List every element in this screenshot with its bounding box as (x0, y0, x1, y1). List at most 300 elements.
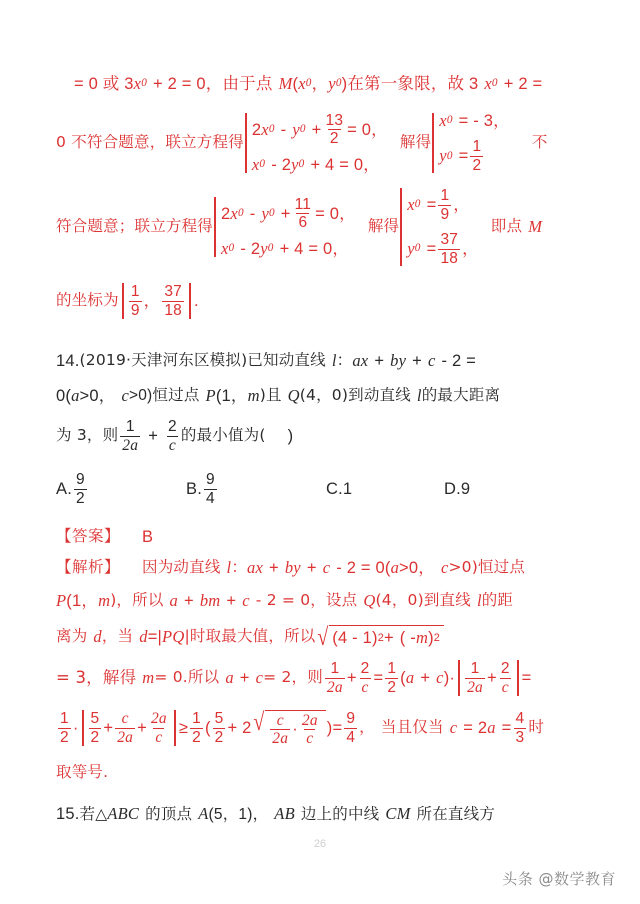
an-l4-a: a (225, 667, 234, 687)
an-l5-group (79, 710, 179, 746)
q15-AB: AB (274, 804, 295, 824)
an-l5-r2d: c (306, 730, 314, 748)
watermark: 头条 @数学教育 (502, 870, 616, 888)
an-l2-c: c (242, 590, 250, 610)
sol2-frac (470, 139, 483, 173)
an-l5-f3n: c (121, 710, 129, 728)
an-l5-f1d: 2 (60, 728, 69, 746)
sys2-r1-y: y (261, 203, 269, 223)
sys1-r1-end: = 0， (347, 120, 388, 139)
an-l2-end: 的距 (481, 591, 514, 610)
option-b-label: B. (186, 479, 202, 498)
an-l3-r2b: ) (428, 629, 434, 648)
solution-line-2 (56, 104, 610, 182)
an-l3-lead: 离为 (56, 627, 88, 646)
q14-l2-agt: >0， (79, 386, 116, 405)
an-l5-f2n: 5 (90, 710, 100, 728)
an-l5-a: a (487, 717, 496, 737)
question-14-line-3 (56, 414, 610, 458)
option-d[interactable] (444, 481, 470, 498)
s13-l2-tail: 不 (531, 133, 548, 152)
q15-CM: CM (385, 804, 411, 824)
an-l4-open: ( (400, 668, 406, 687)
q14-f2-num: 2 (168, 418, 177, 436)
coord-comma: ， (143, 291, 161, 310)
sys1-r2-ysub: 0 (298, 158, 305, 171)
coord-frac-x (129, 284, 142, 318)
an-l4-p3: + (487, 668, 497, 687)
sys2-r1-den: 6 (298, 214, 308, 232)
s13-l1-x2: x (298, 73, 306, 93)
q14-P-close: )且 (259, 386, 282, 405)
sol3-x: x (407, 194, 415, 214)
an-l1-colon: ： (231, 558, 248, 577)
an-l5-frac8 (514, 711, 527, 745)
an-l4-m0: = 0.所以 (154, 668, 220, 687)
sys1-r1-ysub: 0 (299, 123, 306, 136)
option-a-label: A. (56, 479, 72, 498)
s13-l1-sub03: 0 (335, 77, 342, 90)
sys1-row2 (251, 154, 388, 174)
an-l2-p2: + (226, 591, 237, 610)
an-l2-m: m (98, 590, 111, 610)
an-l4-frac2 (359, 661, 372, 695)
q14-l3-tail: 的最小值为( (180, 426, 266, 445)
an-l4-f1n: 1 (330, 660, 340, 678)
an-l5-ge: ≥ (178, 718, 189, 737)
system-brace-icon (245, 113, 247, 174)
sys2-r1-plus: + (280, 204, 291, 223)
coordinate-pair (119, 283, 194, 319)
s13-l1-c: 在第一象限，故 3 (347, 74, 479, 93)
sys2-r2-x: x (221, 238, 229, 258)
an-l5-r1n: c (276, 711, 284, 729)
question-14-options (56, 472, 610, 506)
paren-left-icon (122, 283, 124, 319)
an-l5-close: ) (326, 718, 333, 737)
an-l4-f2d: c (361, 678, 369, 696)
q14-l2-zero: 0( (56, 386, 72, 405)
an-l5-tail: 当且仅当 (380, 718, 444, 737)
sys1-r1-xsub: 0 (268, 123, 275, 136)
s13-l1-sub02: 0 (305, 77, 312, 90)
q14-l3-lead: 为 3，则 (56, 426, 119, 445)
s13-l1-pc: ) (341, 74, 348, 93)
an-l5-frac1 (58, 711, 71, 745)
an-l5-f7n: 9 (346, 710, 356, 728)
q14-point-P: P (205, 385, 216, 405)
an-l5-rdot: · (292, 720, 298, 739)
option-a-den: 2 (76, 489, 85, 507)
sys2-r1-pre: 2 (221, 204, 231, 223)
q14-source: (2019·天津河东区模拟) (79, 351, 248, 370)
s13-l3-tail: 即点 (490, 217, 523, 236)
solution-pair-2 (399, 188, 479, 266)
sys1-row1 (252, 113, 388, 147)
q14-point-Q: Q (287, 385, 300, 405)
sys2-r1-frac (293, 197, 314, 231)
an-l4-eq3: = 3，解得 (56, 667, 137, 687)
q14-P-m: m (247, 385, 260, 405)
sys1-r1-plus: + (311, 120, 322, 139)
sys2-r1-minus: - (249, 204, 256, 223)
answer-value: B (142, 527, 154, 546)
option-a-fraction (74, 472, 87, 506)
sys2-r2-xsub: 0 (228, 242, 235, 255)
s13-l1-a: = 0 或 3 (74, 74, 134, 93)
q14-f1-num: 1 (125, 418, 135, 436)
an-l4-m: m (142, 667, 155, 687)
sol3-comma: ， (453, 195, 470, 214)
s13-l1-M: M (278, 73, 293, 93)
an-l3-comma: ，当 (101, 627, 134, 646)
q14-eq-ax: ax (352, 350, 369, 370)
an-l3-eq: =| (147, 627, 163, 646)
sol4-comma: ， (462, 239, 479, 258)
sys2-r2-y: y (260, 238, 268, 258)
an-l5-f3d: 2a (117, 728, 134, 746)
option-b[interactable] (186, 472, 326, 506)
sol1-row2 (439, 139, 510, 173)
q14-P-open: (1， (215, 386, 248, 405)
coord-y-num: 37 (164, 283, 182, 301)
an-l2-close: )，所以 (110, 591, 164, 610)
an-l5-frac5 (190, 711, 203, 745)
option-b-fraction (204, 472, 217, 506)
coord-x-den: 9 (130, 301, 140, 319)
an-l3-sup2: 2 (433, 632, 441, 645)
solution-pair-1 (431, 110, 510, 174)
sol3-den: 9 (440, 205, 450, 223)
s13-l2-lead: 0 不符合题意，联立方程得 (56, 133, 244, 152)
an-l4-f5d: c (501, 678, 509, 696)
an-l3-bar: |时取最大值，所以 (184, 627, 316, 646)
an-l5-p3: + 2 (227, 718, 252, 737)
sys2-r2-end: + 4 = 0， (279, 239, 350, 258)
s13-l3-solve-label: 解得 (367, 217, 400, 236)
an-l4-f1d: 2a (326, 678, 343, 696)
an-l5-shi: 时 (528, 718, 545, 737)
system-brace-icon (214, 197, 216, 258)
answer-tag: 【答案】 (56, 527, 121, 546)
an-l5-c: c (449, 717, 458, 737)
s13-l1-b: + 2 = 0，由于点 (153, 74, 273, 93)
sol2-ysub: 0 (446, 149, 453, 162)
sol4-y: y (407, 238, 415, 258)
sqrt-expression-1 (316, 625, 444, 650)
an-l2-args: (1， (66, 591, 99, 610)
q15-number: 15. (56, 805, 80, 824)
an-l5-eq: = (332, 718, 343, 737)
s13-l1-x3: x (484, 73, 492, 93)
q15-A: A (198, 804, 209, 824)
an-l1-a: 因为动直线 (142, 558, 221, 577)
an-l2-Qargs: (4，0)到直线 (375, 591, 471, 610)
sys1-r2-xsub: 0 (259, 158, 266, 171)
s13-l2-solve-label: 解得 (399, 133, 432, 152)
option-d-label: D. (444, 479, 461, 498)
an-l5-f5d: 2 (192, 728, 201, 746)
option-a-num: 9 (76, 471, 85, 489)
an-l2-P: P (56, 590, 67, 610)
analysis-line-3 (56, 618, 610, 656)
paren-left-icon (458, 660, 460, 696)
an-l1-a2: a (390, 557, 400, 577)
q14-eq-tail: - 2 = (441, 351, 477, 370)
solution-line-4 (56, 270, 610, 332)
an-l4-f4n: 1 (470, 660, 480, 678)
q15-tail: 所在直线方 (416, 804, 496, 823)
sys1-r1-y: y (292, 119, 300, 139)
sys1-r1-num: 13 (325, 111, 344, 129)
an-l2-l: l (476, 590, 482, 610)
an-l5-frac6 (213, 711, 226, 745)
q14-colon: ： (336, 351, 353, 370)
q14-stem-a: 已知动直线 (247, 351, 326, 370)
q14-l2-cgt: >0)恒过点 (128, 387, 200, 405)
analysis-line-1 (56, 552, 610, 584)
sys1-r1-den: 2 (329, 130, 339, 148)
an-l2-p1: + (184, 591, 194, 610)
sol1-xsub: 0 (446, 114, 453, 127)
an-l4-f4d: 2a (467, 678, 483, 696)
an-l3-r1: (4 - 1) (332, 629, 378, 648)
answer-14 (56, 522, 610, 552)
coord-frac-y (162, 284, 184, 318)
an-l4-eqend: = (521, 668, 532, 687)
sys1-r1-minus: - (280, 120, 287, 139)
sol1-val: = - 3， (458, 111, 510, 130)
page-content (56, 64, 610, 823)
sys1-r2-minus: - 2 (271, 155, 292, 174)
s13-l1-po: ( (292, 74, 299, 93)
an-l5-p2: + (137, 718, 147, 737)
an-l4-f3n: 1 (387, 660, 397, 678)
s13-l3-lead: 符合题意；联立方程得 (56, 217, 214, 236)
an-l4-frac3 (385, 661, 398, 695)
option-c-label: C. (326, 479, 343, 498)
an-l6: 取等号. (56, 763, 109, 782)
s13-l1-x: x (133, 73, 142, 93)
sys2-r1-ysub: 0 (268, 207, 275, 220)
an-l4-p: + (346, 668, 357, 687)
sys1-r1-x: x (261, 119, 269, 139)
an-l5-eq2: = 2 (463, 718, 488, 737)
an-l5-dot: · (72, 718, 79, 737)
sol1-row1 (439, 110, 510, 130)
question-14-line-2 (56, 378, 610, 414)
paren-right-icon (189, 283, 191, 319)
an-l1-c2: c (440, 557, 449, 577)
an-l4-a2: a (405, 667, 415, 687)
solution-brace-icon (400, 188, 402, 266)
sys2-r1-end: = 0， (315, 204, 356, 223)
q14-Q-args: (4，0)到动直线 (299, 386, 411, 405)
an-l4-c2: c (436, 667, 444, 687)
sol3-xsub: 0 (414, 198, 421, 211)
q14-frac-2 (166, 419, 179, 453)
sol4-ysub: 0 (414, 242, 421, 255)
paren-right-icon (517, 660, 519, 696)
sys1-r2-x: x (251, 154, 260, 174)
paren-right-icon (174, 710, 176, 746)
an-l5-r2n: 2a (301, 711, 318, 729)
sol3-row2 (407, 232, 479, 266)
s13-l1-sub04: 0 (491, 77, 498, 90)
an-l4-group (455, 660, 522, 696)
solution-line-3 (56, 188, 610, 266)
coord-y-den: 18 (164, 301, 182, 319)
q14-l2-line: l (416, 385, 422, 405)
sys1-r1-frac (324, 113, 346, 147)
sol3-row1 (407, 188, 479, 222)
an-l3-sup1: 2 (377, 632, 384, 645)
an-l1-c: c (322, 557, 331, 577)
sys2-r1-xsub: 0 (237, 207, 244, 220)
an-l5-f7d: 4 (346, 728, 356, 746)
s13-l1-y: y (328, 73, 336, 93)
an-l2-bm: bm (199, 590, 221, 610)
analysis-line-6 (56, 756, 610, 790)
q14-f2-den: c (168, 436, 176, 454)
an-l1-tail: - 2 = 0( (336, 558, 391, 577)
an-l2-a: a (169, 590, 178, 610)
sol2-den: 2 (472, 156, 482, 174)
s13-l4-period: . (194, 291, 199, 310)
paren-left-icon (82, 710, 84, 746)
an-l3-m: m (415, 628, 429, 648)
analysis-tag: 【解析】 (56, 558, 121, 577)
an-l3-plus: + (383, 629, 394, 648)
radical-icon: √ (317, 623, 329, 651)
sol2-eq: = (458, 147, 469, 165)
q14-plus2: + (412, 351, 422, 370)
an-l1-l: l (226, 557, 232, 577)
an-l5-comma: ， (359, 718, 375, 737)
an-l4-c: c (255, 667, 264, 687)
sys2-r1-num: 11 (294, 195, 312, 213)
sol4-den: 18 (440, 249, 459, 267)
sol3-num: 1 (440, 187, 450, 204)
an-l1-agt: >0， (399, 558, 435, 577)
q14-f1-den: 2a (122, 436, 139, 454)
an-l5-f5n: 1 (192, 710, 201, 728)
an-l3-PQ: PQ (162, 626, 185, 646)
an-l5-open: ( (204, 718, 211, 737)
q15-ABC: ABC (107, 804, 140, 824)
sys1-r2-y: y (291, 154, 299, 174)
q15-mid2: 边上的中线 (300, 804, 380, 823)
s13-l1-comma: ， (311, 74, 329, 93)
q14-line-l: l (331, 350, 337, 370)
an-l2-Q: Q (363, 590, 376, 610)
sol2-num: 1 (472, 138, 482, 156)
sys1-r1-pre: 2 (251, 120, 262, 139)
an-l5-frac2 (89, 711, 102, 745)
q15-A-args: (5，1)， (208, 805, 269, 823)
an-l4-p2: + (420, 668, 431, 687)
an-l4-plus: + (239, 668, 250, 687)
sol3-eq: = (426, 195, 437, 214)
q14-plus1: + (374, 351, 385, 370)
q14-plus: + (148, 426, 159, 445)
option-c[interactable] (326, 481, 444, 498)
q14-eq-c: c (428, 350, 436, 370)
an-l5-f2d: 2 (90, 728, 100, 746)
an-l4-frac4 (465, 661, 485, 695)
coord-x-num: 1 (130, 283, 140, 301)
an-l1-cgt: >0)恒过点 (448, 558, 526, 577)
page-number: 26 (313, 838, 327, 850)
q14-l2-a: a (71, 385, 80, 405)
an-l4-f3d: 2 (387, 678, 397, 696)
an-l4-eq: = (373, 668, 384, 687)
s13-l3-M: M (528, 216, 543, 236)
sol4-eq: = (426, 239, 437, 258)
sqrt-expression-2 (252, 710, 325, 747)
analysis-line-4 (56, 656, 610, 700)
an-l5-f8n: 4 (515, 710, 525, 728)
an-l3-d2: d (139, 626, 148, 646)
an-l4-eq2: = 2，则 (263, 668, 323, 687)
an-l4-close: )· (443, 668, 456, 687)
sys2-r1-x: x (230, 203, 238, 223)
option-c-value: 1 (342, 479, 353, 498)
an-l5-f6n: 5 (214, 710, 224, 728)
an-l1-p1: + (269, 558, 279, 577)
sol1-x: x (439, 110, 447, 130)
s13-l4-lead: 的坐标为 (56, 291, 119, 310)
an-l5-f6d: 2 (214, 728, 224, 746)
an-l4-f2n: 2 (360, 660, 370, 678)
option-b-den: 4 (206, 489, 215, 507)
an-l1-by: by (284, 557, 301, 577)
an-l1-p2: + (306, 558, 317, 577)
question-14-line-1 (56, 344, 610, 378)
an-l3-d: d (93, 626, 102, 646)
an-l5-frac3 (115, 711, 135, 745)
an-l5-f8d: 3 (515, 728, 525, 746)
an-l5-frac7 (344, 711, 357, 745)
q15-lead: 若△ (79, 804, 108, 823)
option-d-value: 9 (460, 479, 471, 498)
an-l5-eq3: = (501, 718, 512, 737)
an-l3-r2: ( - (399, 629, 416, 648)
option-a[interactable] (56, 472, 186, 506)
sys2-row1 (221, 197, 356, 231)
sol2-y: y (439, 146, 447, 165)
sys2-r2-minus: - 2 (240, 239, 261, 258)
an-l4-frac5 (499, 661, 512, 695)
sys1-r2-end: + 4 = 0， (310, 155, 380, 174)
sys2-r2-ysub: 0 (267, 242, 274, 255)
an-l5-radfrac2 (300, 713, 320, 747)
an-l4-frac1 (325, 661, 345, 695)
an-l5-p1: + (103, 718, 114, 737)
s13-l1-sub0: 0 (141, 77, 147, 90)
q14-eq-by: by (390, 350, 407, 370)
an-l2-tail: - 2 = 0，设点 (255, 591, 358, 610)
an-l5-f1n: 1 (60, 710, 69, 728)
sol3-frac (438, 188, 451, 222)
an-l5-frac4 (149, 711, 169, 745)
question-15 (56, 806, 610, 823)
q14-l3-close: ) (287, 426, 294, 445)
solution-line-1 (74, 64, 610, 104)
an-l4-f5n: 2 (500, 660, 510, 678)
analysis-line-5 (56, 700, 610, 756)
s13-l1-d: + 2 = (503, 74, 543, 93)
